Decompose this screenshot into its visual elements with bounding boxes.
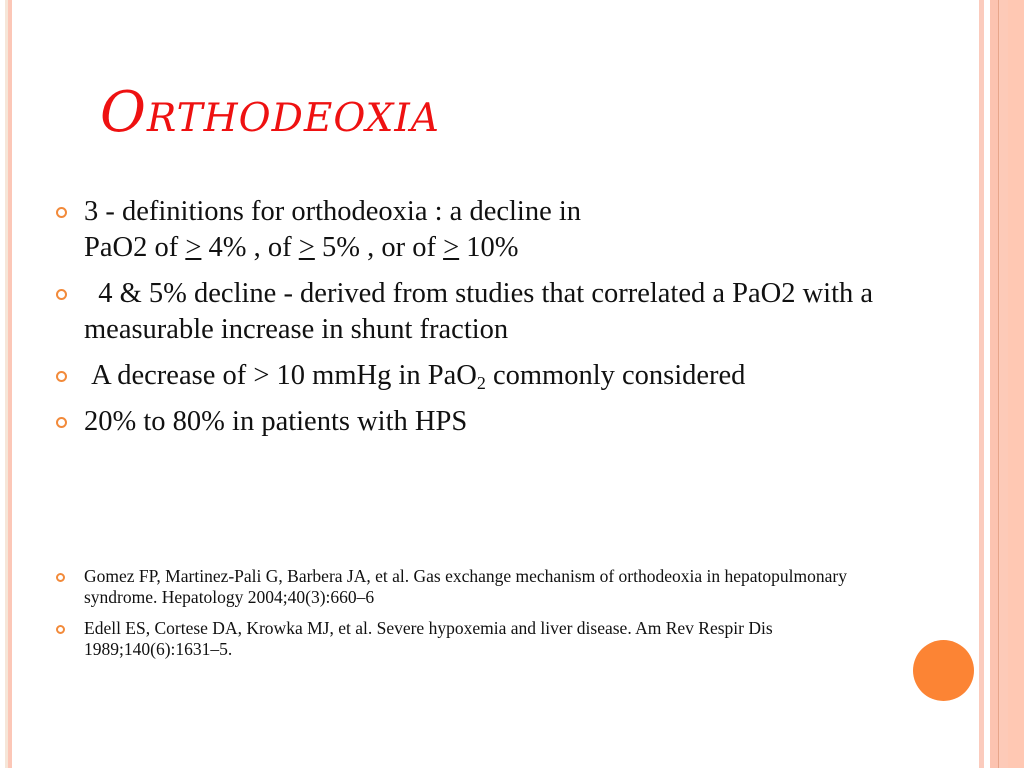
bullet-item bbox=[56, 194, 876, 266]
decorative-circle bbox=[913, 640, 974, 701]
bullet-text: 4% , of bbox=[201, 232, 299, 263]
reference-text: Edell ES, Cortese DA, Krowka MJ, et al. Severe hypoxemia and liver disease. Am Rev Respir Dis 1989;140(6):1631–5. bbox=[84, 618, 773, 659]
left-border-stripe bbox=[8, 0, 12, 768]
greater-equal-symbol: > bbox=[185, 232, 202, 263]
bullet-list bbox=[56, 194, 881, 450]
right-border-line bbox=[998, 0, 999, 768]
right-border-stripe bbox=[1008, 0, 1024, 768]
bullet-text: commonly considered bbox=[485, 360, 746, 391]
bullet-text: A decrease of > 10 mmHg in PaO bbox=[84, 360, 477, 391]
bullet-text: 5% , or of bbox=[314, 232, 444, 263]
bullet-text: 10% bbox=[459, 232, 519, 263]
bullet-text: PaO2 of bbox=[84, 232, 186, 263]
subscript: 2 bbox=[476, 373, 486, 393]
bullet-text: 3 - definitions for orthodeoxia : a decline in bbox=[84, 196, 582, 227]
reference-list bbox=[56, 566, 856, 670]
bullet-item bbox=[56, 276, 881, 348]
bullet-text: 20% to 80% in patients with HPS bbox=[84, 406, 468, 437]
bullet-item bbox=[56, 358, 876, 394]
bullet-text: 4 & 5% decline - derived from studies that correlated a PaO2 with a measurable increase in shunt fraction bbox=[84, 278, 881, 345]
bullet-ring-icon bbox=[56, 207, 67, 218]
bullet-ring-icon bbox=[56, 289, 67, 300]
bullet-ring-icon bbox=[56, 417, 67, 428]
reference-item bbox=[56, 618, 856, 660]
bullet-ring-icon bbox=[56, 371, 67, 382]
right-border-stripe bbox=[979, 0, 984, 768]
greater-equal-symbol: > bbox=[443, 232, 460, 263]
greater-equal-symbol: > bbox=[298, 232, 315, 263]
right-border-stripe bbox=[990, 0, 998, 768]
reference-text: Gomez FP, Martinez-Pali G, Barbera JA, et al. Gas exchange mechanism of orthodeoxia in hepatopulmonary syndrome. Hepatology 2004;40(3):660–6 bbox=[84, 566, 847, 607]
bullet-ring-icon bbox=[56, 625, 65, 634]
reference-item bbox=[56, 566, 856, 608]
bullet-ring-icon bbox=[56, 573, 65, 582]
slide-title: Orthodeoxia bbox=[100, 80, 440, 145]
bullet-item bbox=[56, 404, 876, 440]
